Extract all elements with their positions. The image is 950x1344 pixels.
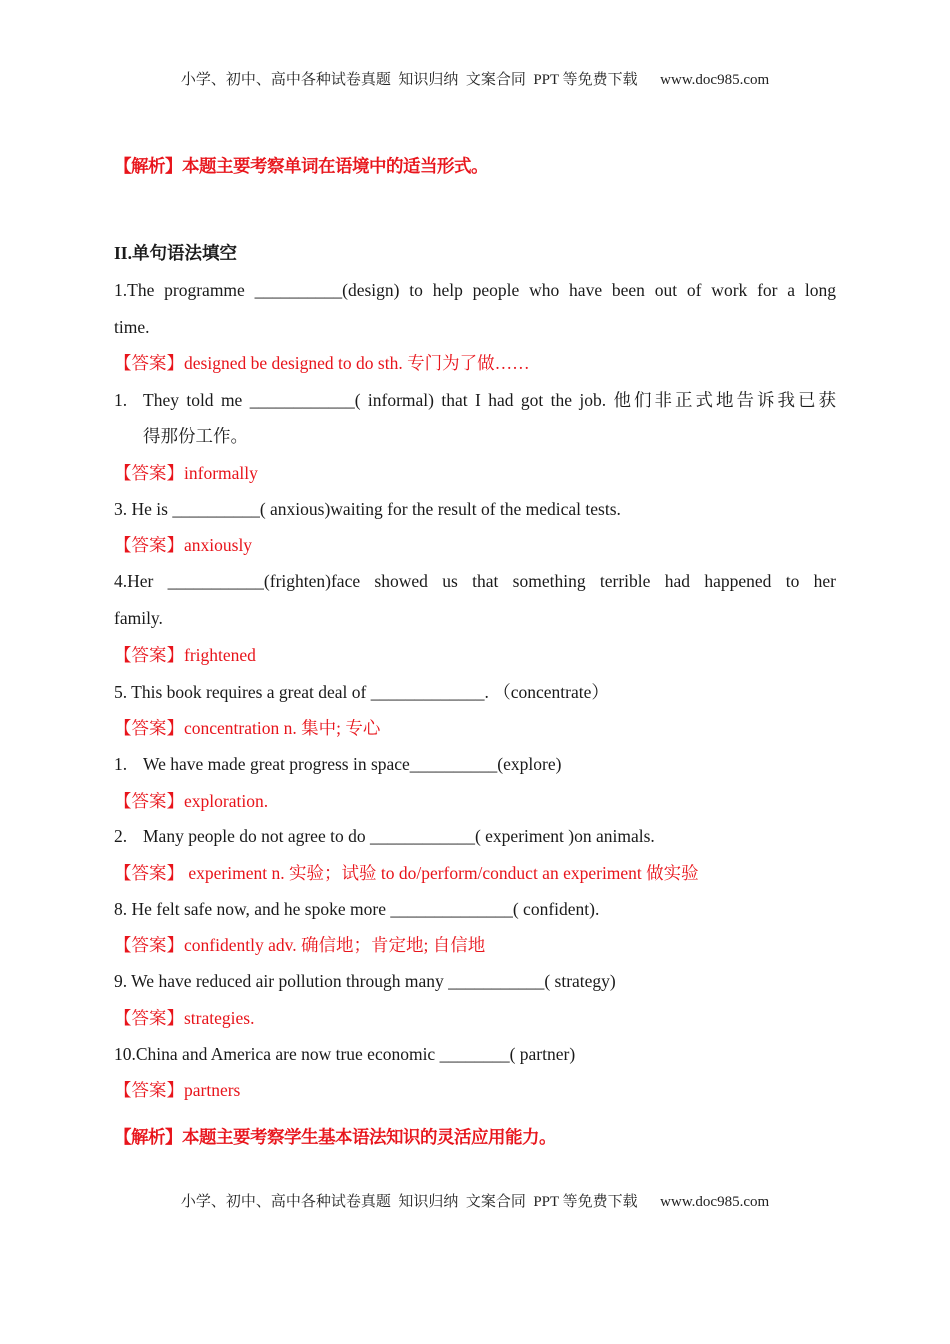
question-4-cont: family. [114,608,163,628]
question-2-text: They told me ____________( informal) that I had got the job. 他们非正式地告诉我已获 [143,390,836,410]
question-2-cont: 得那份工作。 [143,426,248,446]
answer-1: 【答案】designed be designed to do sth. 专门为了做…… [114,353,530,373]
question-7-number: 2. [114,826,128,846]
question-6 [114,752,836,776]
section-title: II.单句语法填空 [114,243,237,263]
question-7-text: Many people do not agree to do ____________( experiment )on animals. [143,826,655,846]
page-header: 小学、初中、高中各种试卷真题 知识归纳 文案合同 PPT 等免费下载 www.doc985.com [180,72,770,88]
answer-8: 【答案】confidently adv. 确信地；肯定地; 自信地 [114,935,486,955]
answer-4: 【答案】frightened [114,645,256,665]
question-9: 9. We have reduced air pollution through many ___________( strategy) [114,971,616,991]
answer-9: 【答案】strategies. [114,1008,255,1028]
answer-7: 【答案】 experiment n. 实验；试验 to do/perform/conduct an experiment 做实验 [114,863,699,883]
analysis-2: 【解析】本题主要考察学生基本语法知识的灵活应用能力。 [114,1128,556,1148]
question-7 [114,824,836,848]
answer-6: 【答案】exploration. [114,791,269,811]
page-footer: 小学、初中、高中各种试卷真题 知识归纳 文案合同 PPT 等免费下载 www.doc985.com [180,1194,770,1210]
analysis-1: 【解析】本题主要考察单词在语境中的适当形式。 [114,157,488,177]
question-6-text: We have made great progress in space__________(explore) [143,754,562,774]
question-4: 4.Her ___________(frighten)face showed us that something terrible had happened to her [114,571,836,591]
question-3: 3. He is __________( anxious)waiting for the result of the medical tests. [114,499,621,519]
answer-10: 【答案】partners [114,1080,241,1100]
question-2-number: 1. [114,390,128,410]
question-5: 5. This book requires a great deal of _____________. （concentrate） [114,682,609,702]
question-10: 10.China and America are now true economic ________( partner) [114,1044,576,1064]
question-6-number: 1. [114,754,128,774]
answer-3: 【答案】anxiously [114,535,253,555]
answer-2: 【答案】informally [114,463,258,483]
answer-5: 【答案】concentration n. 集中; 专心 [114,718,381,738]
question-1-cont: time. [114,317,150,337]
question-2 [114,388,836,412]
question-1: 1.The programme __________(design) to help people who have been out of work for a long [114,280,836,300]
question-8: 8. He felt safe now, and he spoke more ______________( confident). [114,899,600,919]
